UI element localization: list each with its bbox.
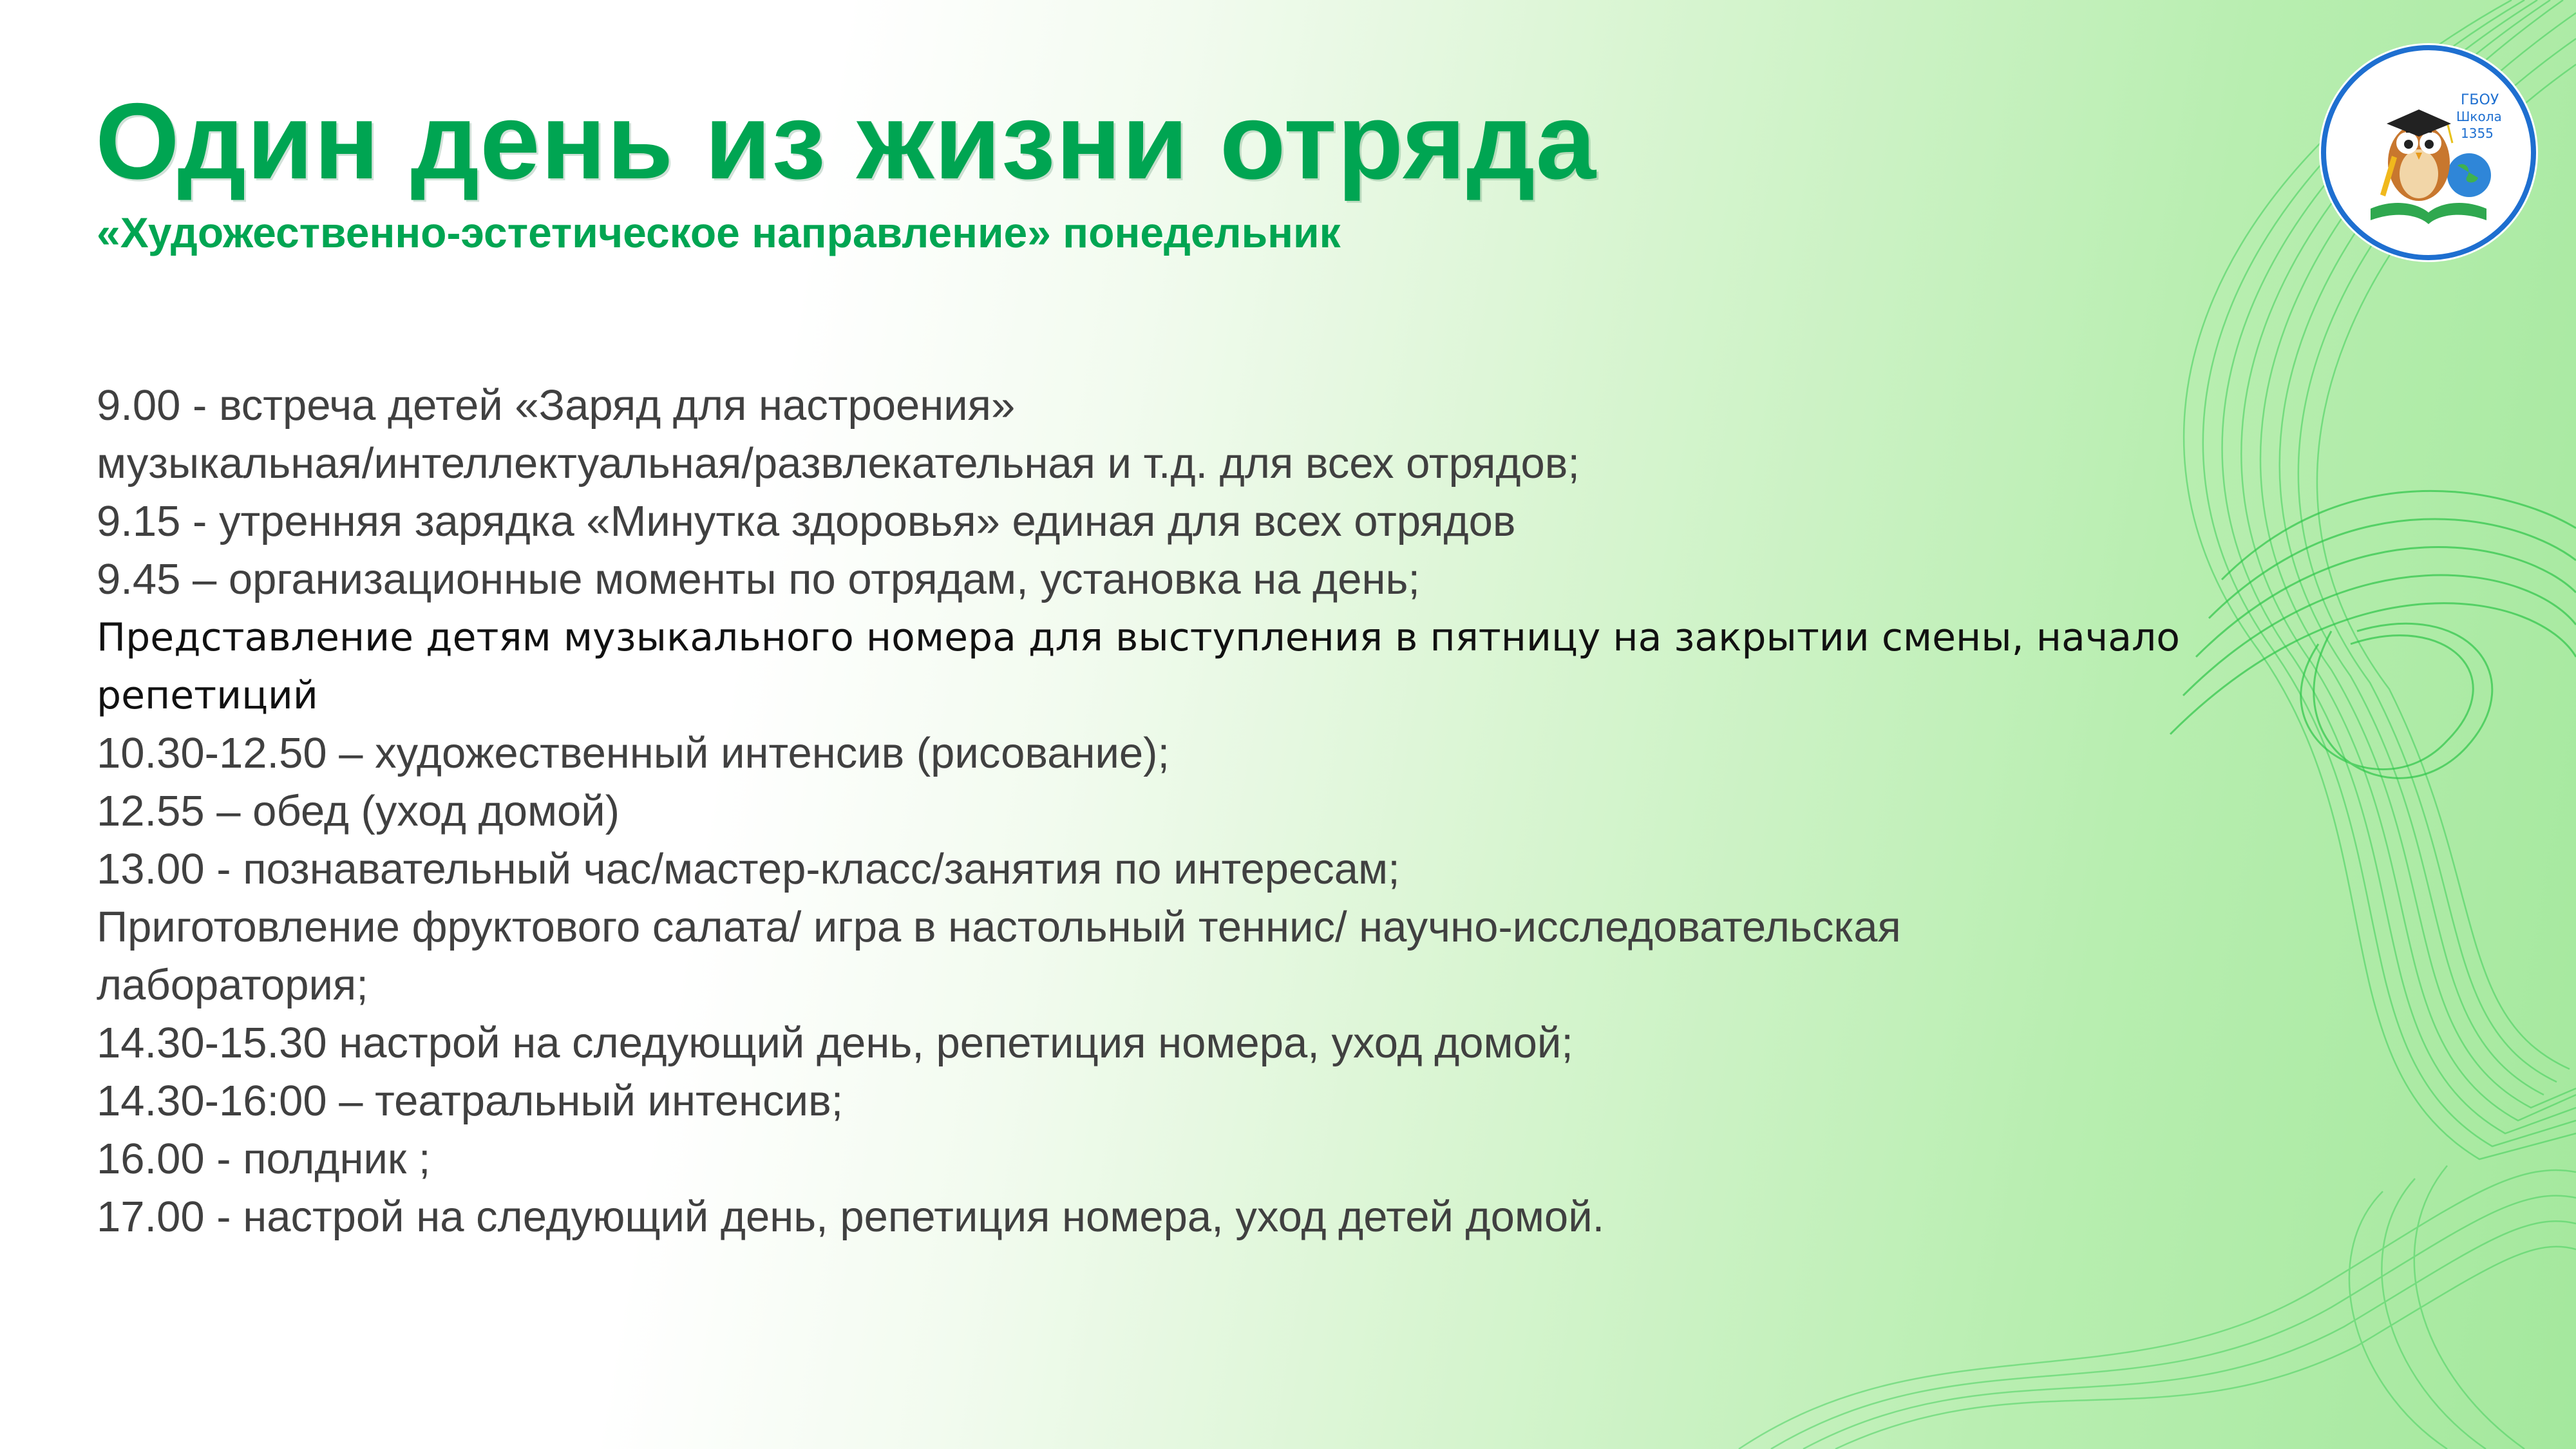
schedule-line: 9.45 – организационные моменты по отрядам, установка на день; [97,555,1421,603]
schedule-line: 10.30-12.50 – художественный интенсив (рисование); [97,729,1170,777]
schedule-line: музыкальная/интеллектуальная/развлекательная и т.д. для всех отрядов; [97,439,1580,488]
logo-text-line: 1355 [2461,126,2494,141]
schedule-line: 13.00 - познавательный час/мастер-класс/занятия по интересам; [97,845,1400,893]
slide-title: Один день из жизни отряда [95,80,1597,202]
schedule-line: 16.00 - полдник ; [97,1135,431,1183]
schedule-line: Представление детям музыкального номера для выступления в пятницу на закрытии смены, начало [97,615,2181,660]
schedule-line: 9.00 - встреча детей «Заряд для настроения» [97,381,1016,430]
schedule-line: лаборатория; [97,961,368,1009]
schedule-line: 12.55 – обед (уход домой) [97,787,620,835]
schedule-line: 17.00 - настрой на следующий день, репетиция номера, уход детей домой. [97,1193,1605,1241]
logo-text-line: Школа [2456,109,2502,124]
schedule-line: 9.15 - утренняя зарядка «Минутка здоровья» единая для всех отрядов [97,497,1516,545]
logo-text-line: ГБОУ [2461,92,2499,108]
slide-subtitle: «Художественно-эстетическое направление» понедельник [97,209,1341,256]
schedule-line: 14.30-16:00 – театральный интенсив; [97,1077,844,1125]
schedule-line: Приготовление фруктового салата/ игра в настольный теннис/ научно-исследовательская [97,903,1901,951]
daily-schedule [97,377,2222,1246]
schedule-line: 14.30-15.30 настрой на следующий день, репетиция номера, уход домой; [97,1019,1573,1067]
schedule-line: репетиций [97,673,318,718]
school-owl-logo-icon [2316,40,2541,265]
